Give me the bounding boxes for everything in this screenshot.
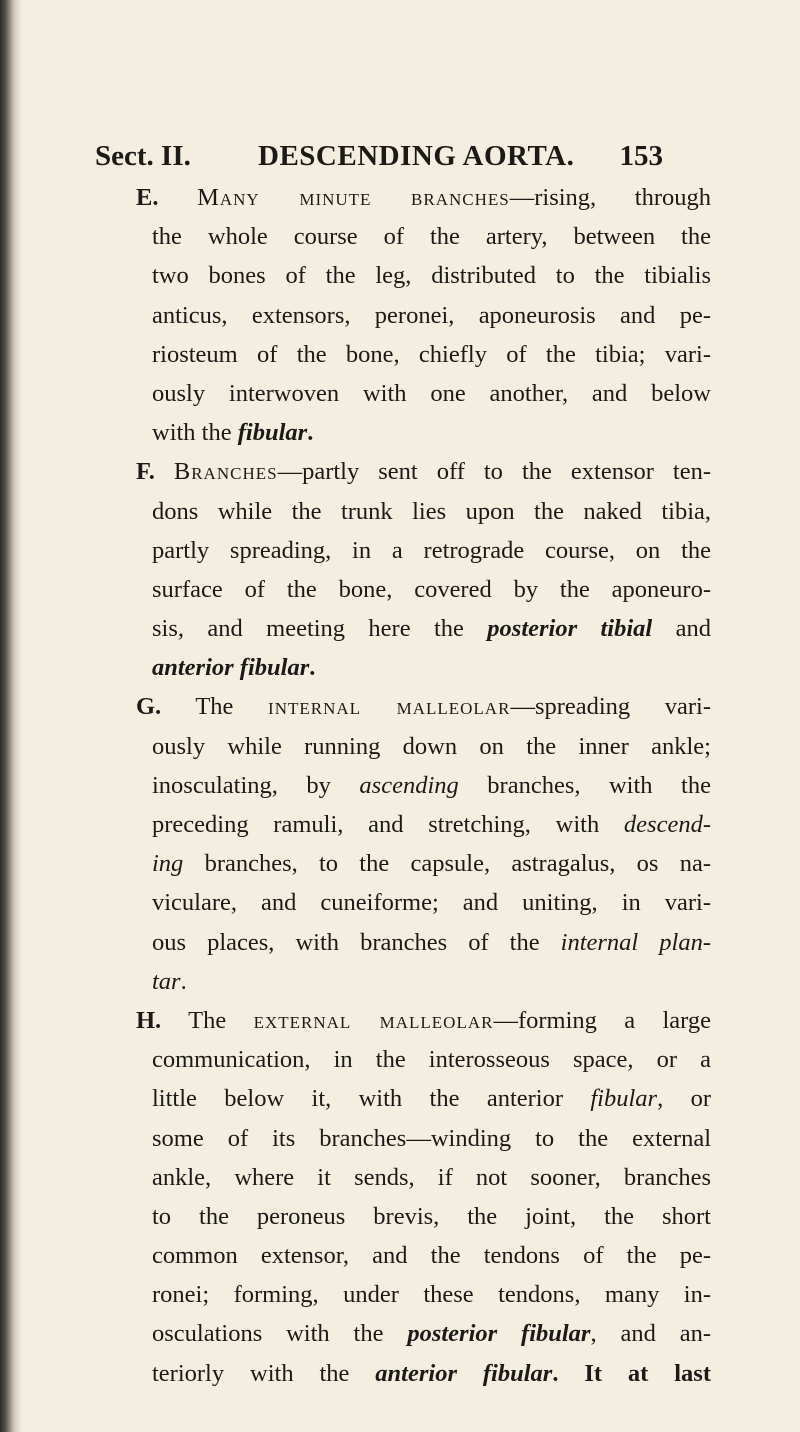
text-line: [136, 687, 711, 726]
text-line: partly spreading, in a retrograde course, on the: [152, 536, 711, 564]
text-span: branches, with the: [458, 771, 711, 799]
paragraph-h: [136, 1001, 711, 1393]
page-body: [136, 178, 711, 1393]
text-span: osculations with the: [152, 1320, 408, 1348]
running-header: [95, 140, 663, 174]
text-line: anticus, extensors, peronei, aponeurosis and pe-: [152, 301, 711, 329]
text-line: [136, 1314, 711, 1353]
italic-term: ascending: [359, 771, 459, 799]
text-line: [136, 844, 711, 883]
text-span: little below it, with the anterior: [152, 1085, 591, 1113]
text-span: The: [188, 1006, 254, 1034]
paragraph-lead: Many minute branches: [197, 184, 510, 211]
text-line: ankle, where it sends, if not sooner, branches: [152, 1163, 711, 1191]
text-span: teriorly with the: [152, 1359, 376, 1387]
text-line: [136, 178, 711, 217]
page-binding-shadow: [0, 0, 22, 1432]
text-line: [136, 1079, 711, 1118]
text-span: preceding ramuli, and stretching, with: [152, 811, 624, 838]
italic-term: posterior fibular: [407, 1320, 591, 1348]
text-line: [136, 1354, 711, 1393]
paragraph-lead: internal malleolar: [268, 693, 511, 721]
text-span: The: [195, 693, 269, 721]
text-span: —partly sent off to the extensor ten-: [277, 458, 711, 486]
text-line: ously while running down on the inner ankle;: [152, 732, 711, 760]
paragraph-letter: G.: [136, 693, 162, 721]
italic-term: fibular: [590, 1085, 658, 1113]
paragraph-e: [136, 178, 711, 452]
text-line: communication, in the interosseous space, or a: [152, 1046, 711, 1074]
italic-term: posterior tibial: [487, 615, 653, 643]
italic-term: fibular: [237, 419, 308, 447]
paragraph-f: [136, 452, 711, 687]
paragraph-g: [136, 687, 711, 1001]
italic-term: ing: [152, 850, 184, 878]
text-span: with the: [152, 419, 238, 447]
text-line: two bones of the leg, distributed to the tibialis: [152, 262, 711, 290]
text-line: [136, 805, 711, 844]
paragraph-letter: H.: [136, 1006, 162, 1034]
text-span: .: [180, 967, 187, 995]
text-span: ous places, with branches of the: [152, 928, 561, 956]
text-line: [136, 766, 711, 805]
paragraph-letter: F.: [136, 458, 155, 486]
text-line: [136, 452, 711, 491]
running-title: DESCENDING AORTA.: [258, 140, 575, 172]
text-line: viculare, and cuneiforme; and uniting, in vari-: [152, 889, 711, 917]
text-span: sis, and meeting here the: [152, 615, 488, 643]
text-line: [136, 923, 711, 962]
paragraph-lead: external malleolar: [253, 1006, 494, 1034]
italic-term: anterior fibular: [375, 1359, 553, 1387]
text-line: some of its branches—winding to the external: [152, 1124, 711, 1152]
italic-term: internal plan-: [560, 928, 712, 956]
text-line: dons while the trunk lies upon the naked tibia,: [152, 497, 711, 525]
text-span: —spreading vari-: [510, 693, 712, 721]
text-span: and: [652, 615, 711, 643]
text-line: riosteum of the bone, chiefly of the tibia; vari-: [152, 340, 711, 368]
text-line: ously interwoven with one another, and below: [152, 379, 711, 407]
paragraph-lead: Branches: [173, 458, 278, 486]
paragraph-letter: E.: [136, 184, 159, 211]
text-line: [136, 413, 711, 452]
text-line: surface of the bone, covered by the aponeuro-: [152, 575, 711, 603]
page-number: 153: [619, 140, 663, 172]
text-span: .: [307, 419, 314, 447]
text-line: to the peroneus brevis, the joint, the short: [152, 1202, 711, 1230]
text-line: common extensor, and the tendons of the pe-: [152, 1242, 711, 1270]
text-line: [136, 648, 711, 687]
italic-term: anterior fibular: [152, 654, 310, 682]
text-span: inosculating, by: [152, 771, 360, 799]
text-span: —rising, through: [509, 184, 711, 211]
text-span: branches, to the capsule, astragalus, os na-: [183, 850, 711, 878]
text-line: [136, 609, 711, 648]
text-line: ronei; forming, under these tendons, many in-: [152, 1281, 711, 1309]
text-span: , and an-: [590, 1320, 711, 1348]
italic-term: descend-: [623, 811, 711, 838]
italic-term: tar: [152, 967, 181, 995]
text-line: the whole course of the artery, between the: [152, 223, 711, 251]
text-line: [136, 1001, 711, 1040]
text-span: —forming a large: [493, 1006, 711, 1034]
text-span: , or: [657, 1085, 711, 1113]
section-label: Sect. II.: [95, 140, 191, 172]
text-span: . It at last: [552, 1359, 711, 1387]
text-span: .: [309, 654, 316, 682]
text-line: [136, 962, 711, 1001]
